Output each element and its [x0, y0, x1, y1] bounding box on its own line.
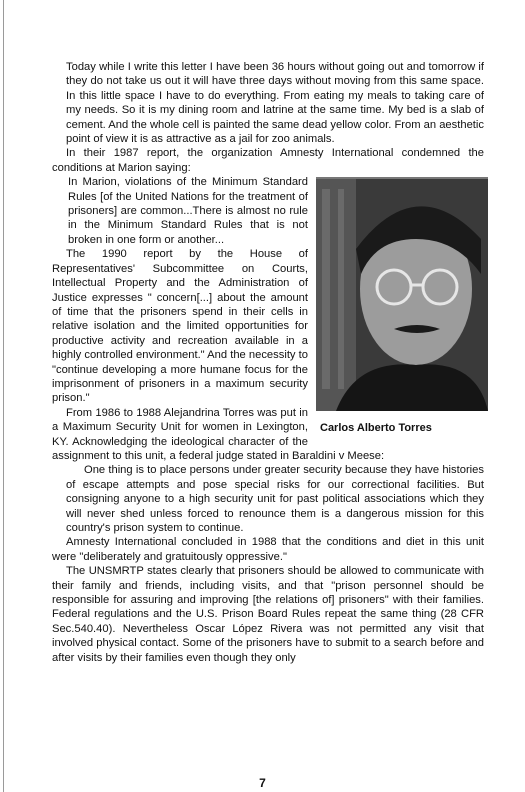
page-edge-line	[3, 0, 4, 792]
page-body	[52, 60, 484, 665]
paragraph-unsmrtp: The UNSMRTP states clearly that prisoners should be allowed to communicate with their family and friends, including visits, and that "prison personnel should be responsible for assuring and improving [the relations of] prisoners" with their families. Federal regulations and the U.S. Prison Board Rules repeat the same thing (28 CFR Sec.540.40). Nevertheless Oscar López Rivera was not permitted any visit that involved physical contact. Some of the prisoners have to submit to a search before and after visits by their families even though they only	[52, 565, 484, 664]
portrait-photo	[316, 177, 488, 411]
page-number: 7	[259, 776, 266, 790]
paragraph-letter: Today while I write this letter I have been 36 hours without going out and tomorrow if they do not take us out it will have three days without moving from this same space. In this little space I have to do everything. From eating my meals to taking care of my needs. So it is my dining room and latrine at the same time. My bed is a slab of cement. And the whole cell is painted the same dead yellow color. From an aesthetic point of view it is as attractive as a jail for zoo animals.	[66, 61, 484, 146]
paragraph-amnesty-1987: In their 1987 report, the organization Amnesty International condemned the conditions at Marion saying:	[52, 147, 484, 174]
blockquote-amnesty: In Marion, violations of the Minimum Standard Rules [of the United Nations for the treatment of prisoners] are common...There is almost no rule in the Minimum Standard Rules that is not broken in one form or another...	[68, 176, 308, 246]
paragraph-lexington: From 1986 to 1988 Alejandrina Torres was put in a Maximum Security Unit for women in Lexington, KY. Acknowledging the ideological character of the assignment to this unit, a federal judge stated in Baraldini v Meese:	[52, 406, 385, 462]
blockquote-judge: One thing is to place persons under greater security because they have histories of escape attempts and pose special risks for our correctional facilities. But consigning anyone to a high security unit for past political associations which they will never shed unless forced to renounce them is a dangerous mission for this country's prison system to continue.	[66, 464, 484, 534]
photo-caption: Carlos Alberto Torres	[320, 422, 432, 435]
photo-figure	[316, 177, 488, 435]
paragraph-house-report: The 1990 report by the House of Representatives' Subcommittee on Courts, Intellectual Property and the Administration of Justice expresses " concern[...] about the amount of time that the prisoners spend in their cells in relative isolation and the limited opportunities for productive activity and recreation available in a highly controlled environment." And the necessity to "continue developing a more humane focus for the imprisonment of prisoners in a maximum security prison."	[52, 248, 308, 405]
paragraph-amnesty-1988: Amnesty International concluded in 1988 that the conditions and diet in this unit were "deliberately and gratuitously oppressive."	[52, 536, 484, 563]
